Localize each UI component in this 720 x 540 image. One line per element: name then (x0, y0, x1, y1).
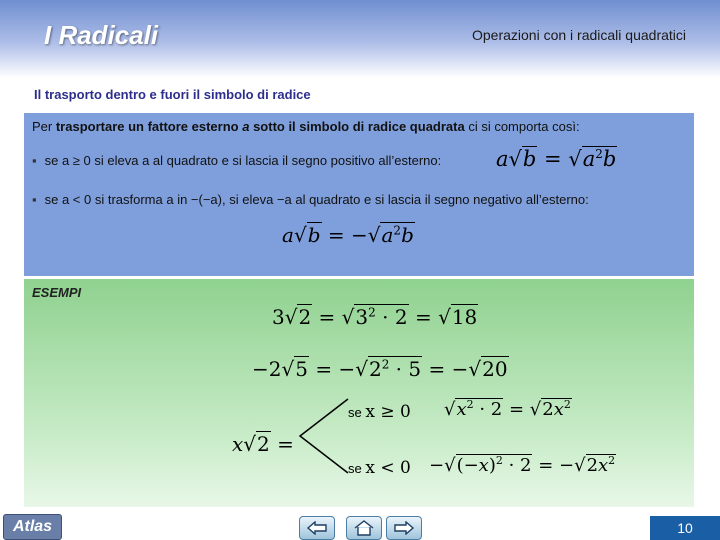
case-2-cond: x < 0 (365, 458, 411, 478)
case-1-cond: x ≥ 0 (365, 402, 411, 422)
case-bracket (294, 396, 350, 476)
case-2-condition (348, 458, 411, 478)
case-1-label: se (348, 405, 362, 420)
next-slide-button[interactable] (386, 516, 422, 540)
prev-slide-button[interactable] (299, 516, 335, 540)
bullet-icon: ▪ (32, 153, 37, 168)
bullet-positive-text: se a ≥ 0 si eleva a al quadrato e si lascia il segno positivo all’esterno: (44, 153, 442, 168)
section-title: Il trasporto dentro e fuori il simbolo di radice (34, 87, 311, 102)
home-icon (353, 520, 375, 536)
case-1-condition (348, 402, 411, 422)
case-1-result: $√x^2 \cdot 2 = √2x^2$ (444, 398, 571, 420)
example-2: $-2√5 = -√2^2 \cdot 5 = -√20$ (252, 357, 508, 381)
case-2-result: $-√(-x)^2 \cdot 2 = -√2x^2$ (429, 454, 616, 476)
arrow-right-icon (393, 521, 415, 535)
page-subtitle: Operazioni con i radicali quadratici (472, 27, 686, 43)
home-button[interactable] (346, 516, 382, 540)
rule-intro-text-2: ci si comporta così: (464, 119, 580, 134)
atlas-logo: Atlas (3, 514, 62, 540)
page-title: I Radicali (44, 20, 159, 50)
rule-box (24, 113, 694, 276)
rule-intro-text: Per (32, 119, 56, 134)
rule-intro-bold-2: sotto il simbolo di radice quadrata (249, 119, 465, 134)
arrow-left-icon (306, 521, 328, 535)
formula-negative: $a√b = -√a^2b$ (282, 223, 414, 247)
examples-label: ESEMPI (32, 285, 82, 300)
formula-positive: $a√b = √a^2b$ (496, 147, 617, 171)
bullet-icon: ▪ (32, 192, 37, 207)
rule-bullet-negative (32, 192, 589, 207)
rule-bullet-positive (32, 153, 441, 168)
rule-intro-bold: trasportare un fattore esterno (55, 119, 243, 134)
page-number: 10 (650, 516, 720, 540)
bullet-negative-text: se a < 0 si trasforma a in −(−a), si eleva −a al quadrato e si lascia il segno negativo all’esterno: (44, 192, 589, 207)
example-3-left: x√2 = (232, 432, 294, 456)
examples-box (24, 279, 694, 507)
example-1: $3√2 = √3^2 \cdot 2 = √18$ (272, 305, 478, 329)
header-bar (0, 0, 720, 78)
rule-intro-var: a (242, 119, 250, 134)
case-2-label: se (348, 461, 362, 476)
rule-intro (32, 119, 580, 134)
